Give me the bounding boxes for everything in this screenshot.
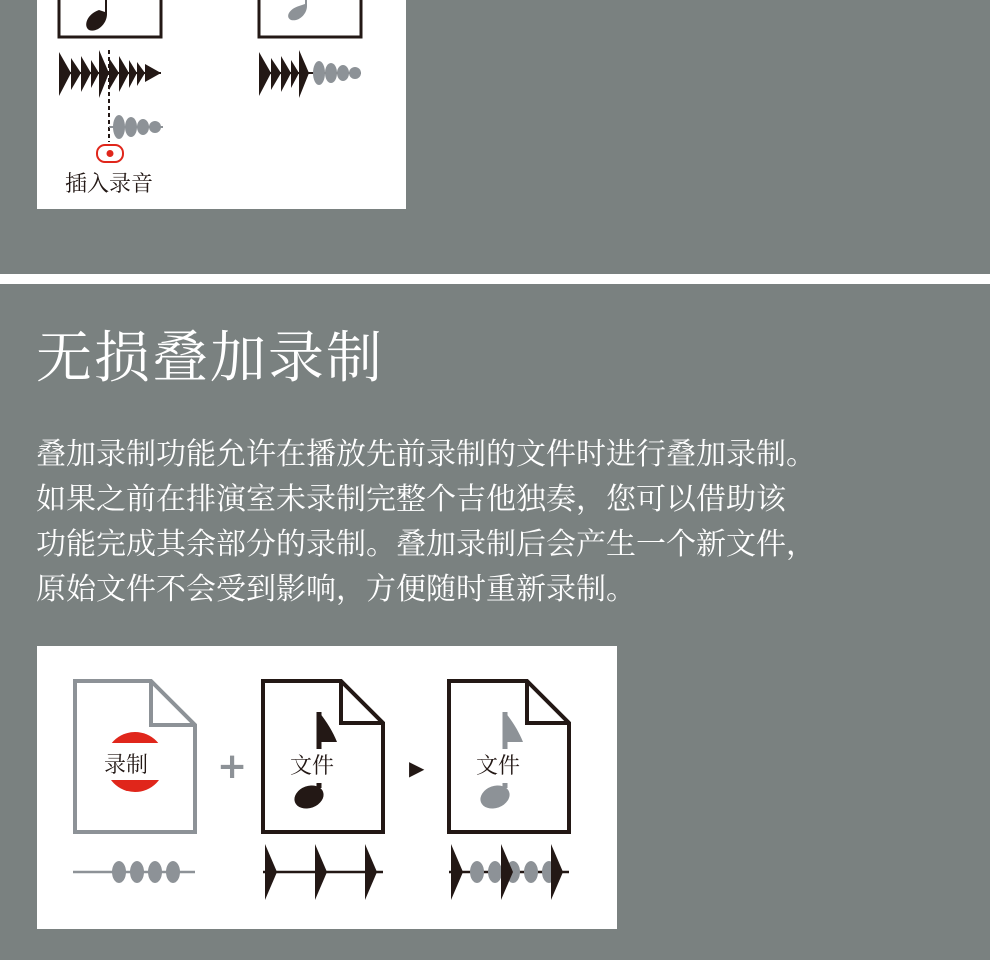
music-note-icon (86, 0, 107, 31)
overdub-illustration (37, 646, 617, 929)
record-dot-icon (97, 145, 123, 162)
top-section (0, 0, 990, 274)
overdub-section (0, 284, 990, 960)
record-label: 录制 (104, 753, 149, 778)
description-line: 原始文件不会受到影响，方便随时重新录制。 (36, 572, 636, 607)
insert-recording-diagram (37, 0, 406, 209)
file-label-new: 文件 (476, 754, 521, 779)
waveform-black-icon (263, 844, 383, 900)
section-title: 无损叠加录制 (36, 326, 384, 391)
arrow-right-icon: ▶ (409, 756, 425, 780)
description-line: 功能完成其余部分的录制。叠加录制后会产生一个新文件， (36, 527, 816, 562)
waveform-mixed-icon (449, 844, 569, 900)
waveform-mixed-icon (259, 50, 361, 98)
plus-icon: + (217, 746, 248, 787)
waveform-inserted-icon (109, 115, 163, 139)
insert-recording-illustration (37, 0, 406, 209)
waveform-gray-icon (73, 861, 195, 883)
description-line: 如果之前在排演室未录制完整个吉他独奏，您可以借助该 (36, 482, 786, 517)
file-label-original: 文件 (290, 754, 335, 779)
file-icon-new (259, 0, 361, 37)
section-divider (0, 274, 990, 284)
overdub-diagram (37, 646, 617, 929)
file-icon-original (59, 0, 161, 37)
description-line: 叠加录制功能允许在播放先前录制的文件时进行叠加录制。 (36, 437, 816, 472)
section-description (36, 432, 981, 612)
insert-recording-caption: 插入录音 (65, 172, 154, 197)
music-note-gray-icon (288, 0, 307, 20)
